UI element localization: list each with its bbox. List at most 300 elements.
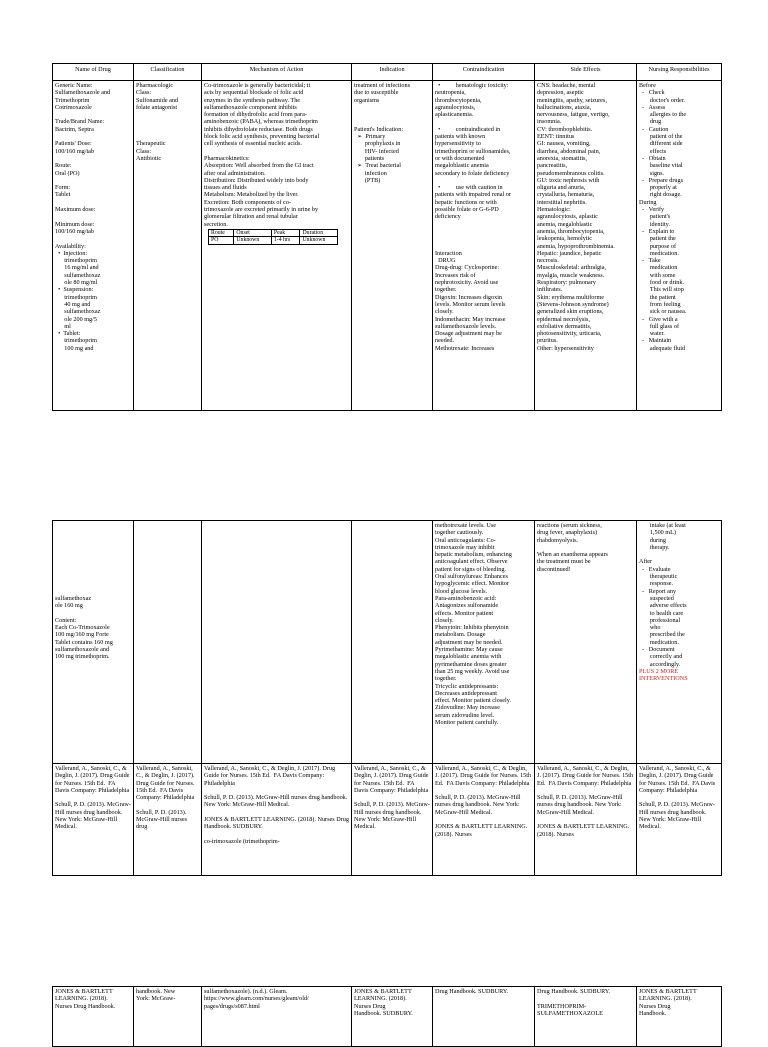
peak-value: 1-4 hrs — [271, 237, 300, 244]
text-line: allergies to the — [639, 111, 687, 119]
text-line: pancreatitis, — [537, 162, 568, 170]
references-indication-cell — [352, 987, 433, 1047]
text-line: secretion. — [204, 220, 228, 228]
text-line: ole 200 mg/5 — [55, 315, 97, 323]
text-line: adverse effects — [639, 602, 687, 610]
text-line: meningitis, apathy, seizures, — [537, 96, 607, 104]
text-line — [537, 995, 634, 1002]
text-line: anemia, hypoprothrombinemia. — [537, 242, 615, 250]
text-line: - Evaluate — [639, 565, 671, 573]
text-line: enzymes in the synthesis pathway. The — [204, 96, 301, 104]
text-line: - Obtain — [639, 154, 666, 162]
text-line: JONES & BARTLETT LEARNING. (2018). Nurses Drug Handbook. SUDBURY. — [204, 816, 351, 831]
text-line: diarrhea, abdominal pain, — [537, 147, 601, 155]
text-line: ml — [55, 322, 71, 330]
text-line: Bactrim, Septra — [55, 125, 94, 133]
text-line: - Assess — [639, 103, 666, 111]
text-line: Tablet contains 160 mg — [55, 638, 113, 646]
text-line: organisms — [354, 96, 380, 104]
text-line: Methotrexate: Increases — [435, 344, 495, 352]
text-line — [435, 243, 532, 250]
text-line — [136, 111, 199, 118]
text-line — [55, 794, 131, 801]
text-line: Class: — [136, 147, 152, 155]
text-line: LEARNING. (2018). — [354, 995, 407, 1003]
text-line: During — [639, 198, 657, 206]
text-line: Content: — [55, 616, 77, 624]
text-line — [136, 126, 199, 133]
text-line: Other: hypersensitivity — [537, 344, 594, 352]
text-line — [55, 537, 131, 544]
name-of-drug-cell — [53, 81, 134, 411]
text-line: Co-trimoxazole is generally bactericidal; it — [204, 82, 311, 89]
text-line: trimethoprim — [55, 337, 97, 345]
text-line: Excretion: Both components of co- — [204, 198, 291, 206]
text-line — [354, 794, 430, 801]
text-line: adjustment may be needed. — [435, 638, 503, 646]
text-line — [55, 573, 131, 580]
text-line: deficiency — [435, 213, 461, 221]
text-line: - Document — [639, 646, 675, 654]
text-line: Vallerand, A., Sanoski, C., & Deglin, J. (2017). Drug Guide for Nurses. 15th Ed. FA Davis Company: Philadelphia — [537, 765, 635, 787]
pharmacokinetics-header-row — [209, 229, 338, 236]
text-line — [55, 580, 131, 587]
text-line: medication — [639, 264, 678, 272]
text-line: Availability: — [55, 242, 86, 250]
text-line: • hematologic toxicity: — [435, 82, 509, 89]
text-line: patient's — [639, 213, 671, 221]
text-line: hepatic metabolism, enhancing — [435, 551, 512, 559]
text-line: trimethoprim — [55, 257, 97, 265]
text-line: Decreases antidepressant — [435, 689, 498, 697]
text-line: sick or nausea. — [639, 308, 687, 316]
references-contraindication-cell — [433, 987, 535, 1047]
text-line: anemia, thrombocytopenia, — [537, 227, 605, 235]
drug-row — [53, 81, 722, 411]
text-line: together cautiously. — [435, 529, 484, 537]
text-line: trimoxazole may inhibit — [435, 543, 495, 551]
text-line: block folic acid synthesis, preventing bacterial — [204, 133, 320, 141]
header-contraindication: Contraindication — [433, 64, 535, 81]
text-line — [435, 228, 532, 235]
text-line: LEARNING. (2018). — [55, 995, 108, 1003]
header-indication: Indication — [352, 64, 433, 81]
text-line: who — [639, 624, 661, 632]
text-line: CNS: headache, mental — [537, 82, 596, 89]
text-line: Nurses Drug Handbook. — [55, 1002, 116, 1010]
contraindication-cell — [433, 521, 535, 764]
text-line — [204, 148, 349, 155]
text-line: • Injection: — [55, 249, 88, 257]
text-line: Metabolism: Metabolized by the liver. — [204, 191, 299, 199]
header-side-effects: Side Effects — [535, 64, 637, 81]
text-line: closely. — [435, 308, 454, 316]
text-line: - Prepare drugs — [639, 176, 683, 184]
text-line: Tricyclic antidepressants: — [435, 682, 499, 690]
text-line: - Take — [639, 257, 661, 265]
text-line: to health care — [639, 609, 684, 617]
text-line: infection — [354, 169, 387, 177]
header-name-of-drug: Name of Drug — [53, 64, 134, 81]
header-nursing-responsibilities: Nursing Responsibilities — [637, 64, 722, 81]
text-line: Generic Name: — [55, 82, 93, 89]
text-line: hypoglycemic effect. Monitor — [435, 580, 509, 588]
onset-value: Unknown — [234, 237, 272, 244]
text-line — [435, 787, 532, 794]
text-line: Vallerand, A., Sanoski, C., & Deglin, J. (2017). Drug Guide for Nurses. 15th Ed. FA Davis Company: Philadelphia — [639, 765, 717, 794]
text-line: sulfamethoxazole and — [55, 646, 110, 654]
text-line: JONES & BARTLETT — [55, 988, 113, 995]
references-row-continued — [53, 987, 722, 1047]
text-line: megaloblastic anemia — [435, 162, 489, 170]
text-line — [639, 551, 719, 558]
name-of-drug-cell — [53, 521, 134, 764]
text-line: Digoxin: Increases digoxin — [435, 293, 503, 301]
onset-header: Onset — [234, 229, 272, 236]
text-line — [537, 816, 634, 823]
text-line — [537, 544, 634, 551]
text-line: full glass of — [639, 322, 680, 330]
text-line: Drug-drug: Cyclosporine: — [435, 264, 500, 272]
text-line: Oral sulfonylureas: Enhances — [435, 573, 508, 581]
text-line: Drug Handbook. SUDBURY. — [537, 988, 611, 995]
page-gap-1 — [0, 413, 768, 520]
references-side-effects-cell — [535, 764, 637, 876]
text-line: sulfamethoxazole levels. — [435, 322, 497, 330]
text-line — [204, 831, 349, 838]
text-line: ole 160 mg — [55, 602, 83, 610]
text-line: ➢ Primary — [354, 133, 386, 141]
text-line: aplasticanemia. — [435, 111, 474, 119]
text-line: Sulfamethoxazole and — [55, 89, 111, 97]
text-line: Para-aminobenzoic acid: — [435, 594, 497, 602]
text-line: effects — [639, 147, 667, 155]
text-line: 100 mg trimethoprim. — [55, 653, 110, 661]
text-line — [435, 816, 532, 823]
text-line: possible folate or G-6-PD — [435, 206, 499, 214]
text-line — [55, 111, 131, 118]
text-line: - Check — [639, 89, 665, 97]
text-line: This will stop — [639, 286, 684, 294]
text-line: hepatic functions or with — [435, 198, 497, 206]
text-line: anorexia, stomatitis, — [537, 154, 588, 162]
text-line: Absorption: Well absorbed from the GI tract — [204, 162, 314, 170]
text-line: Distribution: Distributed widely into body — [204, 176, 309, 184]
text-line: Pyrimethamine: May cause — [435, 646, 503, 654]
text-line: Hepatic: jaundice, hepatic — [537, 249, 602, 257]
header-mechanism-of-action: Mechanism of Action — [202, 64, 352, 81]
indication-cell — [352, 81, 433, 411]
text-line: Maximum dose: — [55, 206, 96, 214]
text-line: effect. Monitor patient closely. — [435, 697, 511, 705]
text-line: HIV- infected — [354, 147, 399, 155]
text-line: tissues and fluids — [204, 184, 247, 192]
text-line: sulfamethoxaz — [55, 594, 92, 602]
text-line: right dosage. — [639, 191, 682, 199]
text-line — [354, 111, 430, 118]
text-line — [55, 529, 131, 536]
text-line: prescribed the — [639, 631, 685, 639]
text-line: Hematologic: — [537, 206, 571, 214]
text-line: - Caution — [639, 125, 669, 133]
text-line: neutropenia, — [435, 89, 466, 97]
drug-row-continued — [53, 521, 722, 764]
text-line: 100 mg/160 mg Forte — [55, 631, 109, 639]
text-line: JONES & BARTLETT — [639, 988, 697, 995]
text-line — [435, 235, 532, 242]
text-line: the treatment must be — [537, 558, 591, 566]
text-line: crystalluria, hematuria, — [537, 191, 595, 199]
text-line: EENT: tinnitus — [537, 133, 575, 141]
text-line: nephrotoxicity. Avoid use — [435, 279, 499, 287]
duration-value: Unknown — [300, 237, 338, 244]
classification-cell — [134, 81, 202, 411]
text-line: drug fever, anaphylaxis) — [537, 529, 598, 537]
text-line: Sulfonamide and — [136, 96, 179, 104]
text-line: Form: — [55, 184, 71, 192]
references-side-effects-cell — [535, 987, 637, 1047]
text-line: closely. — [435, 616, 454, 624]
text-line: trimethoprim — [55, 293, 97, 301]
text-line: the patient — [639, 293, 676, 301]
text-line: Increases risk of — [435, 271, 476, 279]
references-mechanism-cell — [202, 764, 352, 876]
text-line: discontinued! — [537, 565, 571, 573]
text-line: hallucinations, ataxia, — [537, 103, 592, 111]
text-line: GI: nausea, vomiting, — [537, 140, 591, 148]
references-nursing-cell — [637, 987, 722, 1047]
text-line: Handbook. SUDBURY. — [354, 1009, 413, 1017]
route-header: Route — [209, 229, 234, 236]
text-line: inhibits dihydrofolate reductase. Both drugs — [204, 125, 313, 133]
text-line: 100 mg and — [55, 344, 94, 352]
text-line — [354, 118, 430, 125]
text-line: patient the — [639, 235, 676, 243]
text-line: baseline vital — [639, 162, 683, 170]
text-line — [55, 213, 131, 220]
text-line: Schull, P. D. (2013). McGraw-Hill nurses drug handbook. New York: McGraw-Hill Medical. — [537, 794, 625, 816]
text-line: Antibiotic — [136, 154, 162, 162]
nursing-cell — [637, 81, 722, 411]
peak-header: Peak — [271, 229, 300, 236]
text-line: (PTB) — [354, 176, 381, 184]
text-line: ➢ Treat bacterial — [354, 162, 401, 170]
text-line: treatment of infections — [354, 82, 411, 89]
text-line: sulfamethoxaz — [55, 271, 101, 279]
text-line: pruritus. — [537, 337, 558, 345]
text-line: sulfamethoxaz — [55, 308, 101, 316]
contraindication-cell — [433, 81, 535, 411]
text-line: anticoagulant effect. Observe — [435, 558, 508, 566]
text-line: nervousness, fatigue, vertigo, — [537, 111, 610, 119]
text-line: Schull, P. D. (2013). McGraw-Hill nurses drug handbook. New York: McGraw-Hill Medical. — [204, 794, 349, 809]
text-line: Antagonizes sulfonamide — [435, 602, 499, 610]
text-line: sulfamethoxazole component inhibits — [204, 103, 297, 111]
text-line: (Stevens-Johnson syndrome) — [537, 300, 609, 308]
text-line: trimethoprim or sulfonamides, — [435, 147, 511, 155]
text-line: Vallerand, A., Sanoski, C., & Deglin, J. (2017). Drug Guide for Nurses. 15th Ed. FA Davis Company: Philadelphia — [204, 765, 337, 787]
text-line: TRIMETHOPRIM- — [537, 1002, 587, 1010]
text-line: epidermal necrolysis, — [537, 315, 590, 323]
text-line: levels. Monitor serum levels — [435, 300, 506, 308]
text-line: patient for signs of bleeding. — [435, 565, 506, 573]
mechanism-text — [204, 82, 349, 228]
text-line — [136, 118, 199, 125]
text-line: rhabdomyolysis. — [537, 536, 579, 544]
text-line: serum zidovudine level. — [435, 711, 495, 719]
text-line — [55, 544, 131, 551]
text-line: JONES & BARTLETT LEARNING. (2018). Nurses — [537, 823, 631, 838]
text-line: sulfamethoxazole). (n.d.). Gleam. — [204, 988, 288, 995]
references-row — [53, 764, 722, 876]
text-line: purpose of — [639, 242, 677, 250]
text-line: • Suspension: — [55, 286, 94, 294]
text-line: depression, aseptic — [537, 89, 584, 97]
text-line: • contraindicated in — [435, 125, 501, 133]
text-line: food or drink. — [639, 279, 685, 287]
text-line: Interaction — [435, 249, 462, 257]
text-line: agranulocytosis, — [435, 103, 476, 111]
text-line: - Maintain — [639, 337, 672, 345]
text-line: interstitial nephritis. — [537, 198, 587, 206]
text-line: Vallerand, A., Sanoski, C., & Deglin, J. (2017). Drug Guide for Nurses. 15th Ed. FA Davis Company: Philadelphia — [354, 765, 430, 794]
text-line: ole 80 mg/ml — [55, 279, 98, 287]
duration-header: Duration — [300, 229, 338, 236]
nursing-cell — [637, 521, 722, 764]
text-line: 1,500 mL) — [639, 529, 676, 537]
text-line: handbook. New — [136, 988, 176, 995]
text-line: pages/drugs/s087.html — [204, 1002, 260, 1010]
text-line: Schull, P. D. (2013). McGraw-Hill nurses drug handbook. New York: McGraw-Hill Medical. — [354, 801, 430, 831]
text-line: Schull, P. D. (2013). McGraw-Hill nurses drug — [136, 808, 189, 831]
text-line: insomnia. — [537, 118, 562, 126]
text-line: Schull, P. D. (2013). McGraw-Hill nurses drug handbook. New York: McGraw-Hill Medical. — [55, 801, 131, 831]
text-line: intake (at least — [639, 522, 686, 529]
text-line — [55, 235, 131, 242]
text-line: GU: toxic nephrosis with — [537, 176, 600, 184]
text-line — [55, 199, 131, 206]
side-effects-cell — [535, 81, 637, 411]
text-line: Tablet — [55, 191, 71, 199]
text-line: exfoliative dermatitis, — [537, 322, 592, 330]
text-line: Pharmacokinetics: — [204, 154, 250, 162]
text-line: LEARNING. (2018). — [639, 995, 692, 1003]
references-nursing-cell — [637, 764, 722, 876]
text-line: • Tablet: — [55, 330, 81, 338]
text-line: Trimethoprim — [55, 96, 90, 104]
text-line: Before — [639, 82, 656, 89]
text-line: pseudomembranous colitis. — [537, 169, 605, 177]
text-line: together. — [435, 675, 457, 683]
text-line: professional — [639, 616, 681, 624]
text-line: therapeutic — [639, 573, 678, 581]
text-line: Oral anticoagulants: Co- — [435, 536, 496, 544]
text-line: - Verify — [639, 206, 665, 214]
text-line: Vallerand, A., Sanoski, C., & Deglin, J. (2017). Drug Guide for Nurses. 15th Ed. FA Davis Company: Philadelphia — [136, 765, 197, 802]
text-line: photosensitivity, urticaria, — [537, 330, 602, 338]
text-line — [55, 558, 131, 565]
header-row — [53, 64, 722, 81]
text-line: pyrimethamine doses greater — [435, 660, 507, 668]
text-line: accordingly. — [639, 660, 681, 668]
pharmacokinetics-table — [208, 229, 338, 245]
text-line: Vallerand, A., Sanoski, C., & Deglin, J. (2017). Drug Guide for Nurses. 15th Ed. FA Davis Company: Philadelphia — [435, 765, 533, 787]
text-line: aminobenzoic (PABA), whereas trimethoprim — [204, 118, 318, 126]
text-line: response. — [639, 580, 674, 588]
text-line: Route: — [55, 162, 72, 170]
text-line: suspected — [639, 594, 674, 602]
text-line: identity. — [639, 220, 670, 228]
text-line: patients with impaired renal or — [435, 191, 511, 199]
text-line: Skin: erythema multiforme — [537, 293, 605, 301]
text-line: effects. Monitor patient — [435, 609, 494, 617]
text-line: Pharmacologic — [136, 82, 174, 89]
text-line: https://www.gleam.com/nurses/gleam/old/ — [204, 995, 309, 1003]
classification-cell — [134, 521, 202, 764]
text-line: myalgia, muscle weakness. — [537, 271, 605, 279]
text-line: adequate fluid — [639, 344, 686, 352]
text-line — [435, 118, 532, 125]
text-line: Patients' Dose: — [55, 140, 92, 148]
text-line — [204, 809, 349, 816]
text-line: DRUG — [435, 257, 456, 265]
text-line: metabolism. Dosage — [435, 631, 486, 639]
mechanism-cell — [202, 81, 352, 411]
text-line: glomerular filtration and renal tubular — [204, 213, 298, 221]
text-line: Therapeutic — [136, 140, 166, 148]
text-line: different side — [639, 140, 683, 148]
text-line: thrombocytopenia, — [435, 96, 482, 104]
text-line: Indomethacin: May increase — [435, 315, 506, 323]
text-line: necrosis. — [537, 257, 559, 265]
text-line: Nurses Drug — [639, 1002, 671, 1010]
text-line — [55, 588, 131, 595]
text-line: • use with caution in — [435, 184, 503, 192]
text-line: When an exanthema appears — [537, 551, 608, 559]
drug-study-table-page-2 — [52, 520, 722, 876]
drug-study-table-page-1 — [52, 63, 722, 411]
text-line: Class: — [136, 89, 152, 97]
text-line: needed. — [435, 337, 455, 345]
text-line: prophylaxis in — [354, 140, 401, 148]
text-line: - Give with a — [639, 315, 678, 323]
text-line: cell synthesis of essential nucleic acids. — [204, 140, 302, 148]
text-line: Dosage adjustment may be — [435, 330, 502, 338]
text-line: co-trimoxazole (trimethoprim- — [204, 837, 280, 845]
text-line: water. — [639, 330, 665, 338]
text-line: patients with known — [435, 133, 486, 141]
references-indication-cell — [352, 764, 433, 876]
text-line: doctor's order. — [639, 96, 685, 104]
text-line: Handbook. — [639, 1009, 667, 1017]
text-line: from feeling — [639, 300, 681, 308]
text-line — [435, 177, 532, 184]
text-line: during — [639, 536, 666, 544]
text-line: Schull, P. D. (2013). McGraw-Hill nurses drug handbook. New York: McGraw-Hill Medical. — [435, 794, 523, 816]
text-line: generalized skin eruptions, — [537, 308, 604, 316]
text-line: properly at — [639, 184, 677, 192]
text-line: Respiratory: pulmonary — [537, 279, 596, 287]
text-line — [537, 787, 634, 794]
text-line: reactions (serum sickness, — [537, 522, 602, 529]
text-line: Nurses Drug — [354, 1002, 386, 1010]
text-line: JONES & BARTLETT — [354, 988, 412, 995]
text-line: - Report any — [639, 587, 677, 595]
page-gap-2 — [0, 876, 768, 986]
text-line — [204, 787, 349, 794]
text-line — [55, 610, 131, 617]
text-line: Phenytoin: Inhibits phenytoin — [435, 624, 509, 632]
